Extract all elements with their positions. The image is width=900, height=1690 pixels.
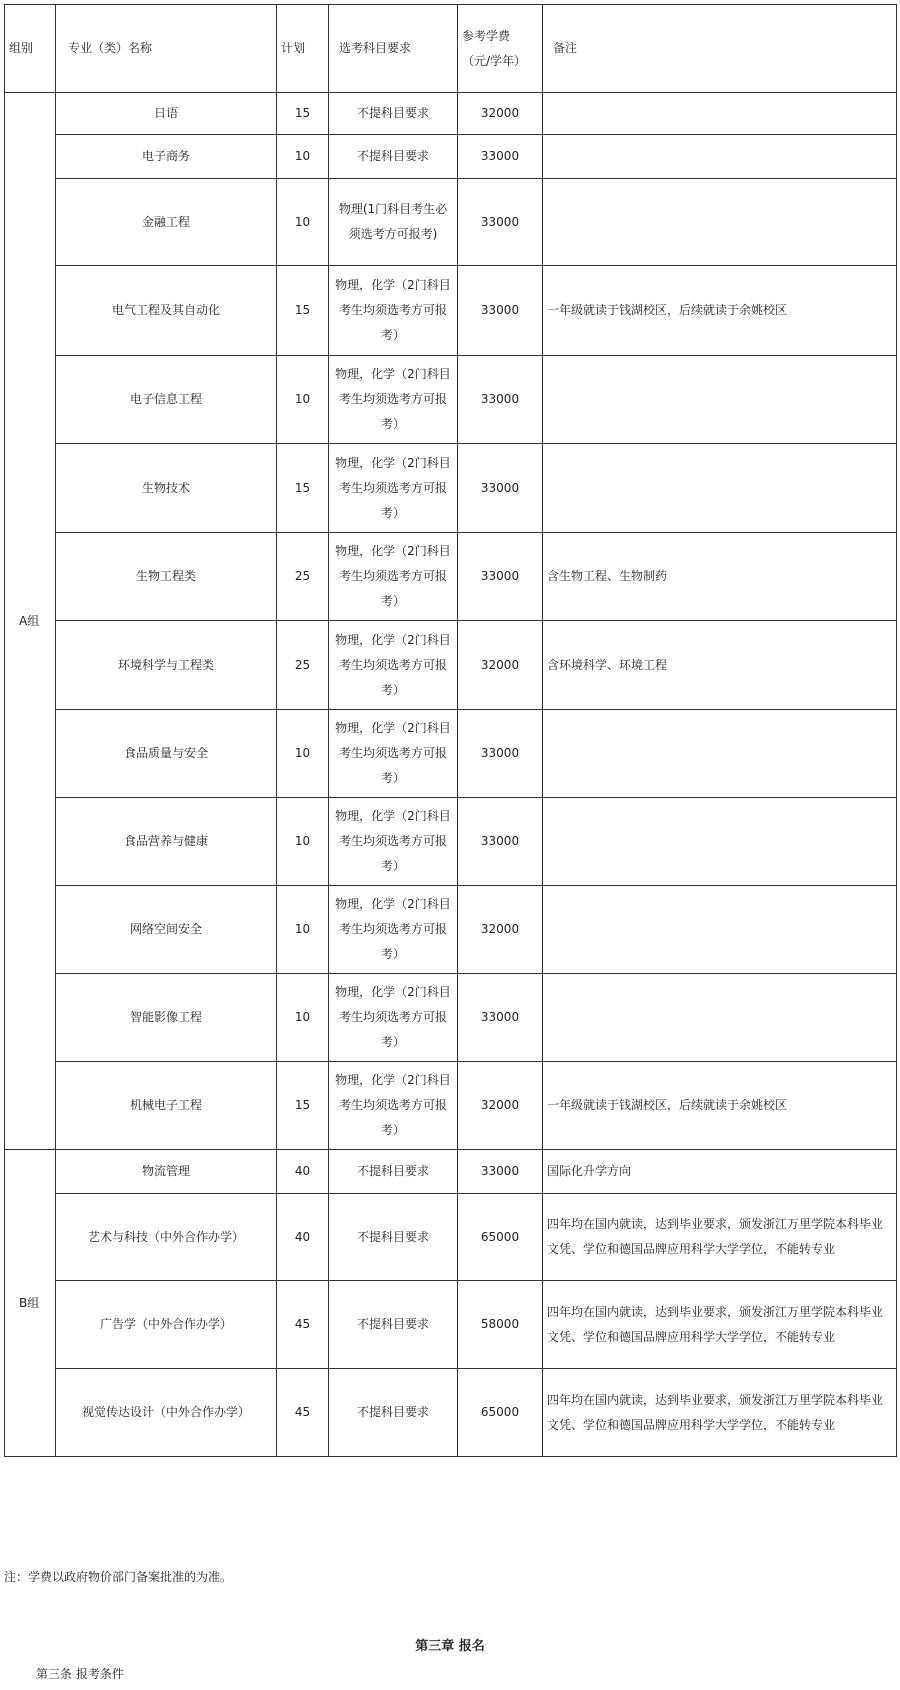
fee-cell: 32000 [458, 93, 543, 135]
subject-requirement-cell: 不提科目要求 [329, 1369, 458, 1457]
remark-cell [543, 798, 897, 886]
subject-requirement-cell: 不提科目要求 [329, 1281, 458, 1369]
fee-cell: 33000 [458, 533, 543, 621]
major-cell: 环境科学与工程类 [56, 621, 277, 710]
header-subject: 选考科目要求 [329, 5, 458, 93]
major-cell: 电子商务 [56, 135, 277, 179]
fee-cell: 32000 [458, 1062, 543, 1150]
plan-cell: 25 [277, 621, 329, 710]
table-row [5, 135, 897, 179]
header-remark: 备注 [543, 5, 897, 93]
subject-requirement-cell: 物理，化学（2门科目考生均须选考方可报考） [329, 621, 458, 710]
major-cell: 物流管理 [56, 1150, 277, 1194]
plan-cell: 45 [277, 1369, 329, 1457]
subject-requirement-cell: 物理，化学（2门科目考生均须选考方可报考） [329, 798, 458, 886]
table-row [5, 710, 897, 798]
remark-cell [543, 886, 897, 974]
table-row [5, 93, 897, 135]
major-cell: 机械电子工程 [56, 1062, 277, 1150]
fee-cell: 58000 [458, 1281, 543, 1369]
fee-cell: 33000 [458, 710, 543, 798]
fee-cell: 33000 [458, 1150, 543, 1194]
subject-requirement-cell: 物理，化学（2门科目考生均须选考方可报考） [329, 886, 458, 974]
major-cell: 食品质量与安全 [56, 710, 277, 798]
major-cell: 广告学（中外合作办学） [56, 1281, 277, 1369]
remark-cell [543, 974, 897, 1062]
plan-cell: 10 [277, 135, 329, 179]
table-row [5, 974, 897, 1062]
remark-cell [543, 356, 897, 444]
fee-cell: 32000 [458, 621, 543, 710]
header-major: 专业（类）名称 [56, 5, 277, 93]
plan-cell: 40 [277, 1150, 329, 1194]
remark-cell [543, 135, 897, 179]
fee-cell: 65000 [458, 1194, 543, 1281]
subject-requirement-cell: 物理，化学（2门科目考生均须选考方可报考） [329, 710, 458, 798]
remark-cell [543, 710, 897, 798]
remark-cell: 四年均在国内就读，达到毕业要求，颁发浙江万里学院本科毕业文凭、学位和德国品牌应用科学大学学位，不能转专业 [543, 1194, 897, 1281]
fee-cell: 33000 [458, 798, 543, 886]
header-plan: 计划 [277, 5, 329, 93]
remark-cell: 国际化升学方向 [543, 1150, 897, 1194]
plan-cell: 10 [277, 179, 329, 266]
plan-cell: 10 [277, 356, 329, 444]
table-row [5, 266, 897, 356]
table-header-row [5, 5, 897, 93]
table-row [5, 621, 897, 710]
table-row [5, 1281, 897, 1369]
major-cell: 金融工程 [56, 179, 277, 266]
plan-cell: 15 [277, 1062, 329, 1150]
major-cell: 生物工程类 [56, 533, 277, 621]
plan-cell: 10 [277, 974, 329, 1062]
major-cell: 食品营养与健康 [56, 798, 277, 886]
major-cell: 电子信息工程 [56, 356, 277, 444]
table-row [5, 1194, 897, 1281]
fee-cell: 33000 [458, 266, 543, 356]
plan-cell: 25 [277, 533, 329, 621]
fee-cell: 33000 [458, 356, 543, 444]
table-row [5, 886, 897, 974]
remark-cell [543, 179, 897, 266]
fee-note: 注：学费以政府物价部门备案批准的为准。 [4, 1570, 233, 1584]
subject-requirement-cell: 物理，化学（2门科目考生均须选考方可报考） [329, 1062, 458, 1150]
subject-requirement-cell: 不提科目要求 [329, 1194, 458, 1281]
fee-cell: 33000 [458, 179, 543, 266]
subject-requirement-cell: 物理，化学（2门科目考生均须选考方可报考） [329, 444, 458, 533]
subject-requirement-cell: 物理，化学（2门科目考生均须选考方可报考） [329, 533, 458, 621]
header-fee: 参考学费（元/学年） [458, 5, 543, 93]
fee-cell: 33000 [458, 135, 543, 179]
plan-cell: 10 [277, 798, 329, 886]
major-cell: 生物技术 [56, 444, 277, 533]
major-cell: 视觉传达设计（中外合作办学） [56, 1369, 277, 1457]
major-cell: 日语 [56, 93, 277, 135]
table-row [5, 444, 897, 533]
group-cell: B组 [5, 1150, 56, 1457]
plan-cell: 10 [277, 710, 329, 798]
enrollment-plan-table [4, 4, 897, 1457]
plan-cell: 15 [277, 266, 329, 356]
subject-requirement-cell: 不提科目要求 [329, 93, 458, 135]
fee-cell: 32000 [458, 886, 543, 974]
table-row [5, 1062, 897, 1150]
fee-cell: 33000 [458, 444, 543, 533]
fee-cell: 65000 [458, 1369, 543, 1457]
table-row [5, 1150, 897, 1194]
subject-requirement-cell: 不提科目要求 [329, 135, 458, 179]
major-cell: 智能影像工程 [56, 974, 277, 1062]
subject-requirement-cell: 物理(1门科目考生必须选考方可报考) [329, 179, 458, 266]
table-row [5, 179, 897, 266]
subject-requirement-cell: 物理，化学（2门科目考生均须选考方可报考） [329, 266, 458, 356]
table-body [5, 93, 897, 1457]
table-row [5, 533, 897, 621]
remark-cell [543, 444, 897, 533]
subject-requirement-cell: 物理，化学（2门科目考生均须选考方可报考） [329, 356, 458, 444]
table-row [5, 1369, 897, 1457]
table-row [5, 356, 897, 444]
subject-requirement-cell: 物理，化学（2门科目考生均须选考方可报考） [329, 974, 458, 1062]
remark-cell: 四年均在国内就读，达到毕业要求，颁发浙江万里学院本科毕业文凭、学位和德国品牌应用科学大学学位，不能转专业 [543, 1369, 897, 1457]
plan-cell: 15 [277, 444, 329, 533]
remark-cell: 含生物工程、生物制药 [543, 533, 897, 621]
chapter-title: 第三章 报名 [415, 1639, 485, 1654]
group-cell: A组 [5, 93, 56, 1150]
remark-cell: 四年均在国内就读，达到毕业要求，颁发浙江万里学院本科毕业文凭、学位和德国品牌应用科学大学学位，不能转专业 [543, 1281, 897, 1369]
header-group: 组别 [5, 5, 56, 93]
major-cell: 艺术与科技（中外合作办学） [56, 1194, 277, 1281]
subject-requirement-cell: 不提科目要求 [329, 1150, 458, 1194]
remark-cell [543, 93, 897, 135]
remark-cell: 一年级就读于钱湖校区，后续就读于余姚校区 [543, 1062, 897, 1150]
plan-cell: 10 [277, 886, 329, 974]
plan-cell: 45 [277, 1281, 329, 1369]
major-cell: 网络空间安全 [56, 886, 277, 974]
plan-cell: 15 [277, 93, 329, 135]
fee-cell: 33000 [458, 974, 543, 1062]
table-row [5, 798, 897, 886]
remark-cell: 含环境科学、环境工程 [543, 621, 897, 710]
article-heading: 第三条 报考条件 [36, 1667, 124, 1681]
plan-cell: 40 [277, 1194, 329, 1281]
remark-cell: 一年级就读于钱湖校区，后续就读于余姚校区 [543, 266, 897, 356]
major-cell: 电气工程及其自动化 [56, 266, 277, 356]
